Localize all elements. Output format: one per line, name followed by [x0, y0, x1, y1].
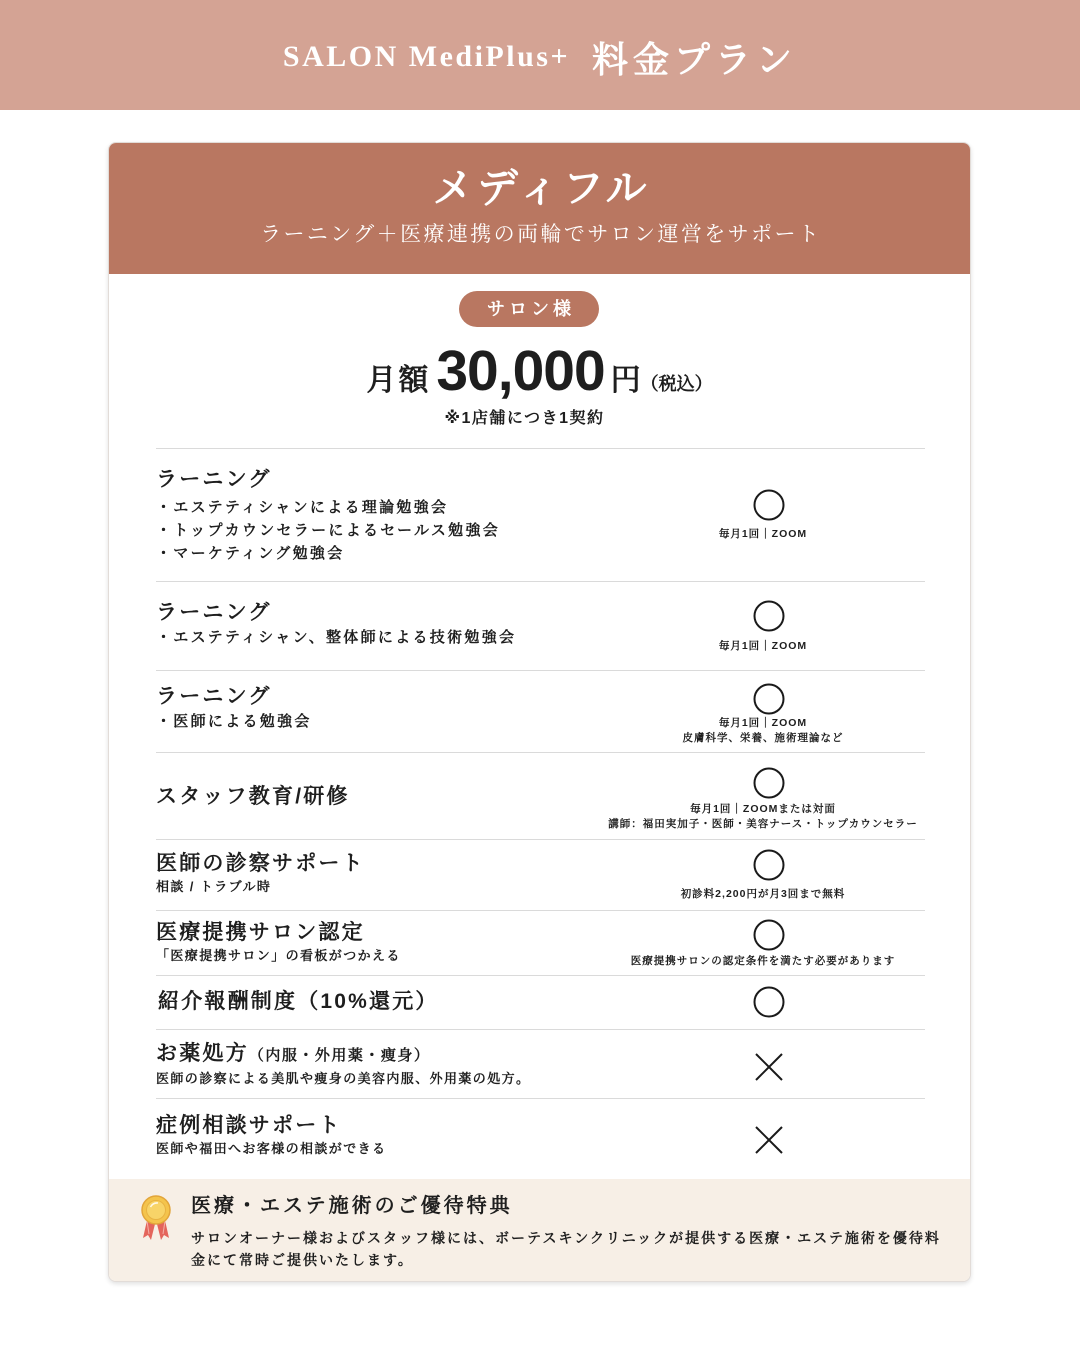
- circle-icon: [753, 986, 785, 1018]
- feature-caption: 毎月1回｜ZOOM: [718, 640, 808, 652]
- feature-title: スタッフ教育/研修: [156, 785, 350, 808]
- availability-mark: [753, 919, 785, 951]
- circle-icon: [753, 849, 785, 881]
- feature-title: 症例相談サポート: [156, 1114, 342, 1137]
- benefit-box: [109, 1179, 970, 1281]
- circle-icon: [753, 683, 785, 715]
- feature-caption: 講師：福田実加子・医師・美容ナース・トップカウンセラー: [608, 818, 918, 830]
- feature-text: [156, 684, 312, 733]
- feature-captions: [593, 527, 933, 542]
- contract-note: ※1店舗につき1契約: [444, 410, 605, 427]
- plan-name: メディフル: [432, 165, 651, 211]
- page-title: 料金プラン: [592, 38, 798, 80]
- feature-detail: ・エステティシャン、整体師による技術勉強会: [156, 629, 517, 646]
- availability-mark: [753, 767, 785, 799]
- feature-text: [156, 784, 350, 810]
- feature-detail: ・トップカウンセラーによるセールス勉強会: [156, 522, 501, 539]
- feature-row: [156, 976, 925, 1030]
- feature-caption: 毎月1回｜ZOOMまたは対面: [690, 803, 836, 815]
- feature-row: [156, 449, 925, 582]
- circle-icon: [753, 600, 785, 632]
- feature-title: [156, 1041, 530, 1069]
- availability-mark: [753, 600, 785, 632]
- price-amount: 30,000: [436, 339, 605, 403]
- brand-name: SALON MediPlus+: [282, 40, 571, 73]
- benefit-text: サロンオーナー様およびスタッフ様には、ボーテスキンクリニックが提供する医療・エステ施術を優待料金にて常時ご提供いたします。: [191, 1230, 941, 1268]
- feature-details: [156, 496, 500, 565]
- feature-title: 医師の診察サポート: [156, 852, 365, 875]
- circle-icon: [753, 489, 785, 521]
- plan-header: [109, 143, 970, 274]
- feature-caption: 毎月1回｜ZOOM: [718, 717, 808, 729]
- price-line: [109, 339, 970, 403]
- feature-text: [156, 1113, 386, 1159]
- feature-subtitle: 「医療提携サロン」の看板がつかえる: [156, 948, 401, 963]
- availability-mark: [753, 683, 785, 715]
- availability-mark: [753, 489, 785, 521]
- availability-mark: [753, 1051, 785, 1083]
- feature-title: ラーニング: [156, 685, 272, 708]
- benefit-title: 医療・エステ施術のご優待特典: [191, 1195, 513, 1217]
- feature-text: [156, 1041, 530, 1089]
- feature-title-main: お薬処方: [156, 1042, 249, 1065]
- feature-row: [156, 582, 925, 671]
- feature-title: ラーニング: [156, 601, 272, 624]
- feature-details: [156, 626, 516, 649]
- feature-table: [156, 448, 925, 1179]
- price-tax-note: （税込）: [640, 374, 713, 394]
- circle-icon: [753, 919, 785, 951]
- availability-mark: [753, 986, 785, 1018]
- top-banner: [0, 0, 1080, 110]
- plan-tagline: ラーニング＋医療連携の両輪でサロン運営をサポート: [260, 223, 822, 246]
- feature-title: 紹介報酬制度（10%還元）: [158, 990, 439, 1013]
- feature-title: 医療提携サロン認定: [156, 921, 365, 944]
- price-unit: 円: [610, 364, 641, 397]
- feature-caption: 初診料2,200円が月3回まで無料: [680, 888, 846, 900]
- feature-captions: [593, 887, 933, 902]
- cross-icon: [753, 1051, 785, 1083]
- feature-caption: 皮膚科学、栄養、施術理論など: [682, 732, 844, 744]
- feature-row: [156, 840, 925, 911]
- feature-caption: 毎月1回｜ZOOM: [718, 528, 808, 540]
- feature-title-note: （内服・外用薬・痩身）: [248, 1047, 431, 1064]
- availability-mark: [753, 849, 785, 881]
- feature-text: [158, 989, 439, 1015]
- feature-detail: ・医師による勉強会: [156, 713, 312, 730]
- feature-row: [156, 911, 925, 976]
- feature-captions: [593, 716, 933, 746]
- feature-captions: [593, 802, 933, 832]
- feature-text: [156, 600, 516, 649]
- feature-details: [156, 710, 312, 733]
- medal-icon: [138, 1194, 174, 1242]
- price-label: 月額: [366, 364, 431, 397]
- feature-row: [156, 753, 925, 840]
- feature-detail: ・マーケティング勉強会: [156, 545, 345, 562]
- feature-caption: 医療提携サロンの認定条件を満たす必要があります: [630, 955, 896, 967]
- cross-icon: [753, 1124, 785, 1156]
- feature-subtitle: 医師や福田へお客様の相談ができる: [156, 1141, 387, 1156]
- plan-card: [108, 142, 971, 1282]
- feature-row: [156, 671, 925, 753]
- availability-mark: [753, 1124, 785, 1156]
- target-badge: サロン様: [459, 291, 599, 327]
- feature-text: [156, 851, 365, 897]
- feature-subtitle: 医師の診察による美肌や痩身の美容内服、外用薬の処方。: [156, 1071, 531, 1086]
- feature-captions: [593, 954, 933, 969]
- feature-text: [156, 920, 401, 966]
- feature-text: [156, 467, 500, 565]
- feature-detail: ・エステティシャンによる理論勉強会: [156, 499, 449, 516]
- benefit-icon: [138, 1194, 174, 1242]
- feature-title: ラーニング: [156, 468, 272, 491]
- feature-row: [156, 1099, 925, 1180]
- circle-icon: [753, 767, 785, 799]
- feature-captions: [593, 639, 933, 654]
- feature-row: [156, 1030, 925, 1099]
- feature-subtitle: 相談 / トラブル時: [156, 879, 272, 894]
